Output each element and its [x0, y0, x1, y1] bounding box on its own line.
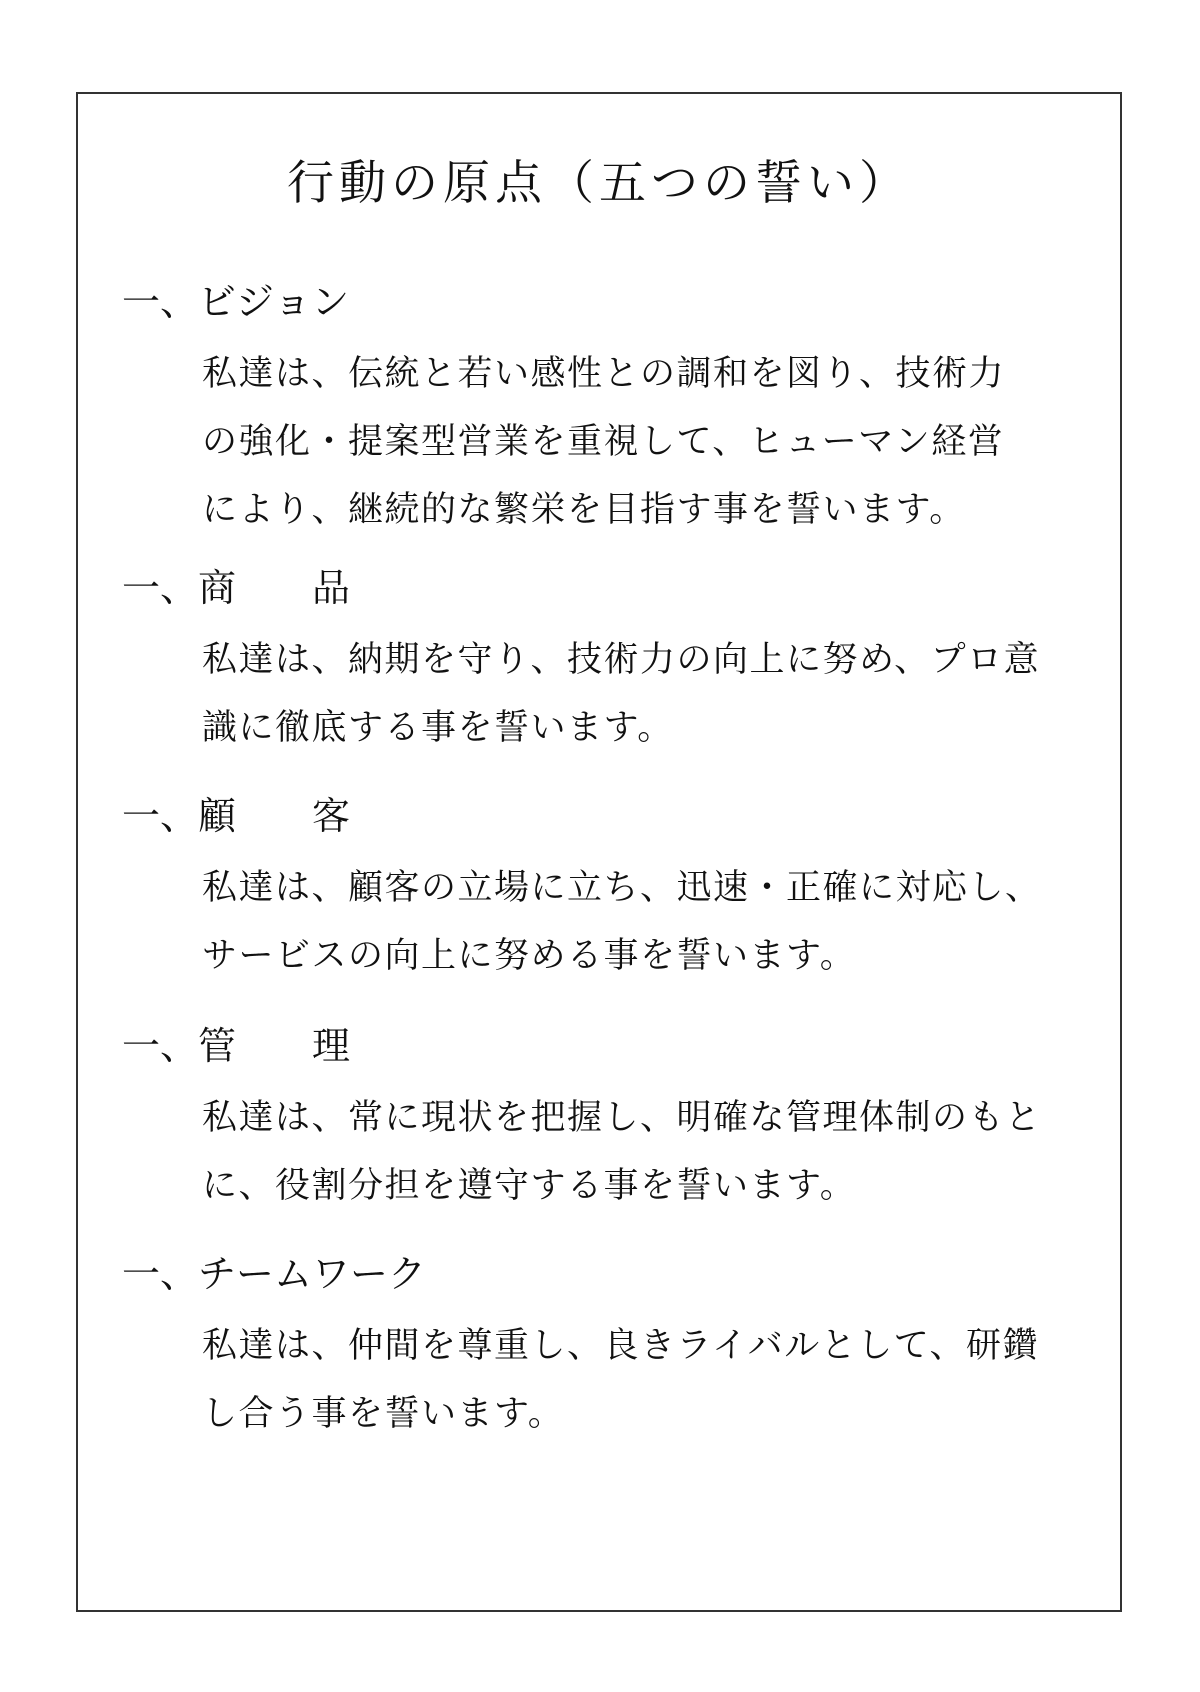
vow-body	[202, 1084, 1042, 1220]
vow-heading-label: 管 理	[198, 1024, 351, 1068]
vow-heading	[122, 560, 350, 616]
vow-heading	[122, 274, 349, 330]
vow-heading	[122, 1246, 426, 1302]
vow-body-line: 識に徹底する事を誓います。	[202, 708, 674, 748]
vow-body-line: の強化・提案型営業を重視して、ヒューマン経営	[202, 422, 1005, 462]
vow-body-line: し合う事を誓います。	[202, 1394, 565, 1434]
vow-bullet: 一、	[122, 1252, 199, 1296]
vow-body-line: により、継続的な繁栄を目指す事を誓います。	[202, 490, 966, 530]
vow-heading	[122, 788, 350, 844]
vow-bullet: 一、	[122, 566, 199, 610]
vow-heading-label: チームワーク	[198, 1252, 427, 1296]
vow-bullet: 一、	[122, 1024, 199, 1068]
document-title: 行動の原点（五つの誓い）	[287, 156, 911, 211]
vow-heading-label: 顧 客	[198, 794, 351, 838]
vow-bullet: 一、	[122, 794, 199, 838]
vow-body-line: 私達は、仲間を尊重し、良きライバルとして、研鑽	[202, 1326, 1040, 1366]
document-frame	[76, 92, 1122, 1612]
vow-body	[202, 626, 1041, 762]
vow-body-line: 私達は、納期を守り、技術力の向上に努め、プロ意	[202, 640, 1041, 680]
vow-heading-label: ビジョン	[198, 280, 350, 324]
vow-bullet: 一、	[122, 280, 199, 324]
vow-body-line: 私達は、伝統と若い感性との調和を図り、技術力	[202, 354, 1006, 394]
vow-body-line: サービスの向上に努める事を誓います。	[202, 936, 857, 976]
vow-body	[202, 340, 1022, 544]
vow-heading	[122, 1018, 350, 1074]
vow-body-line: 私達は、顧客の立場に立ち、迅速・正確に対応し、	[202, 868, 1042, 908]
vow-body	[202, 854, 1042, 990]
vow-body-line: 私達は、常に現状を把握し、明確な管理体制のもと	[202, 1098, 1042, 1138]
vow-heading-label: 商 品	[198, 566, 351, 610]
vow-body-line: に、役割分担を遵守する事を誓います。	[202, 1166, 857, 1206]
vow-body	[202, 1312, 1040, 1448]
